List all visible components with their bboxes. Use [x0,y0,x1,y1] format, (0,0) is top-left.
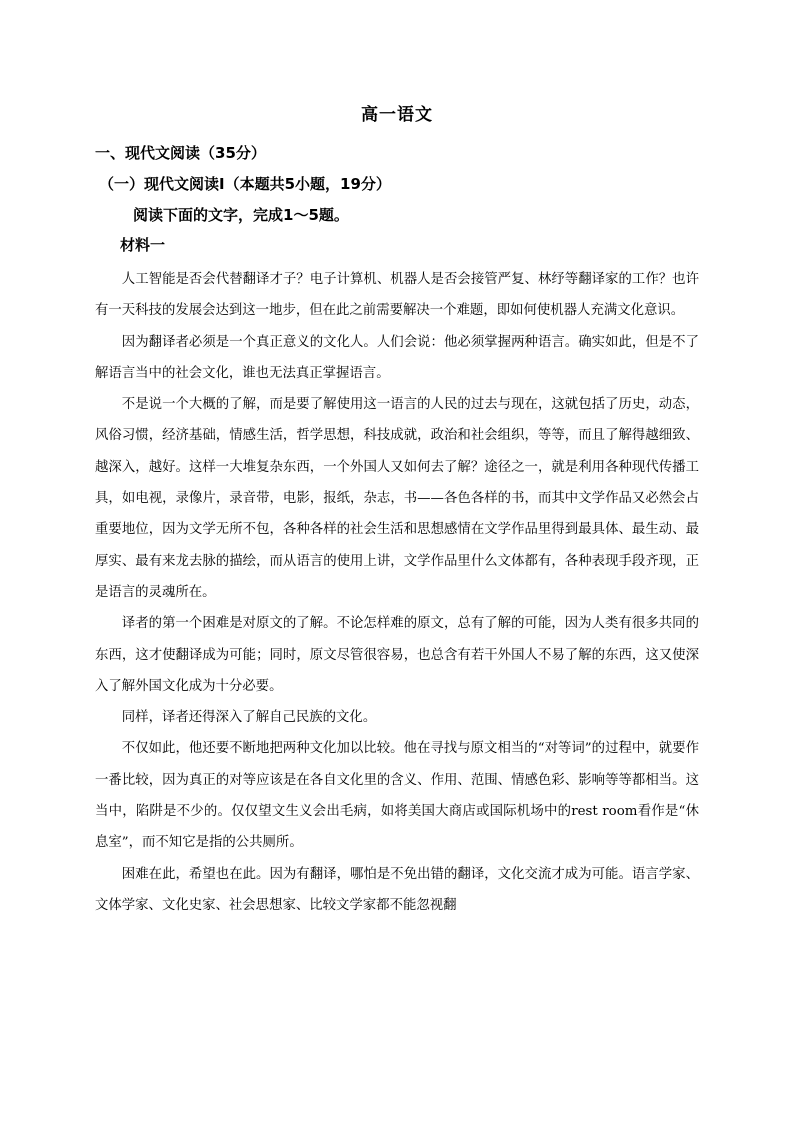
passage-paragraph: 因为翻译者必须是一个真正意义的文化人。人们会说：他必须掌握两种语言。确实如此，但是不了解语言当中的社会文化，谁也无法真正掌握语言。 [95,334,699,381]
subsection-heading: （一）现代文阅读Ⅰ（本题共5小题，19分） [99,175,391,193]
reading-instruction: 阅读下面的文字，完成1～5题。 [133,206,349,224]
passage-paragraph: 不是说一个大概的了解，而是要了解使用这一语言的人民的过去与现在，这就包括了历史，动态，风俗习惯，经济基础，情感生活，哲学思想，科技成就，政治和社会组织，等等，而且了解得越细致、越深入，越好。这样一大堆复杂东西，一个外国人又如何去了解？途径之一，就是利用各种现代传播工具，如电视，录像片，录音带，电影，报纸，杂志，书——各色各样的书，而其中文学作品又必然会占重要地位，因为文学无所不包，各种各样的社会生活和思想感情在文学作品里得到最具体、最生动、最厚实、最有来龙去脉的描绘，而从语言的使用上讲，文学作品里什么文体都有，各种表现手段齐现，正是语言的灵魂所在。 [95,397,699,600]
passage-paragraph: 人工智能是否会代替翻译才子？电子计算机、机器人是否会接管严复、林纾等翻译家的工作？也许有一天科技的发展会达到这一地步，但在此之前需要解决一个难题，即如何使机器人充满文化意识。 [95,272,699,319]
passage-body [95,264,699,921]
passage-paragraph: 同样，译者还得深入了解自己民族的文化。 [121,710,377,726]
passage-paragraph: 不仅如此，他还要不断地把两种文化加以比较。他在寻找与原文相当的“对等词”的过程中，就要作一番比较，因为真正的对等应该是在各自文化里的含义、作用、范围、情感色彩、影响等等都相当。这当中，陷阱是不少的。仅仅望文生义会出毛病，如将美国大商店或国际机场中的rest room看作是“休息室”，而不知它是指的公共厕所。 [95,741,699,851]
passage-paragraph: 困难在此，希望也在此。因为有翻译，哪怕是不免出错的翻译，文化交流才成为可能。语言学家、文体学家、文化史家、社会思想家、比较文学家都不能忽视翻 [95,866,699,913]
material-label: 材料一 [120,236,166,254]
section-heading: 一、现代文阅读（35分） [95,144,266,162]
page-title: 高一语文 [361,105,433,125]
passage-paragraph: 译者的第一个困难是对原文的了解。不论怎样难的原文，总有了解的可能，因为人类有很多共同的东西，这才使翻译成为可能；同时，原文尽管很容易，也总含有若干外国人不易了解的东西，这又使深入了解外国文化成为十分必要。 [95,616,699,694]
